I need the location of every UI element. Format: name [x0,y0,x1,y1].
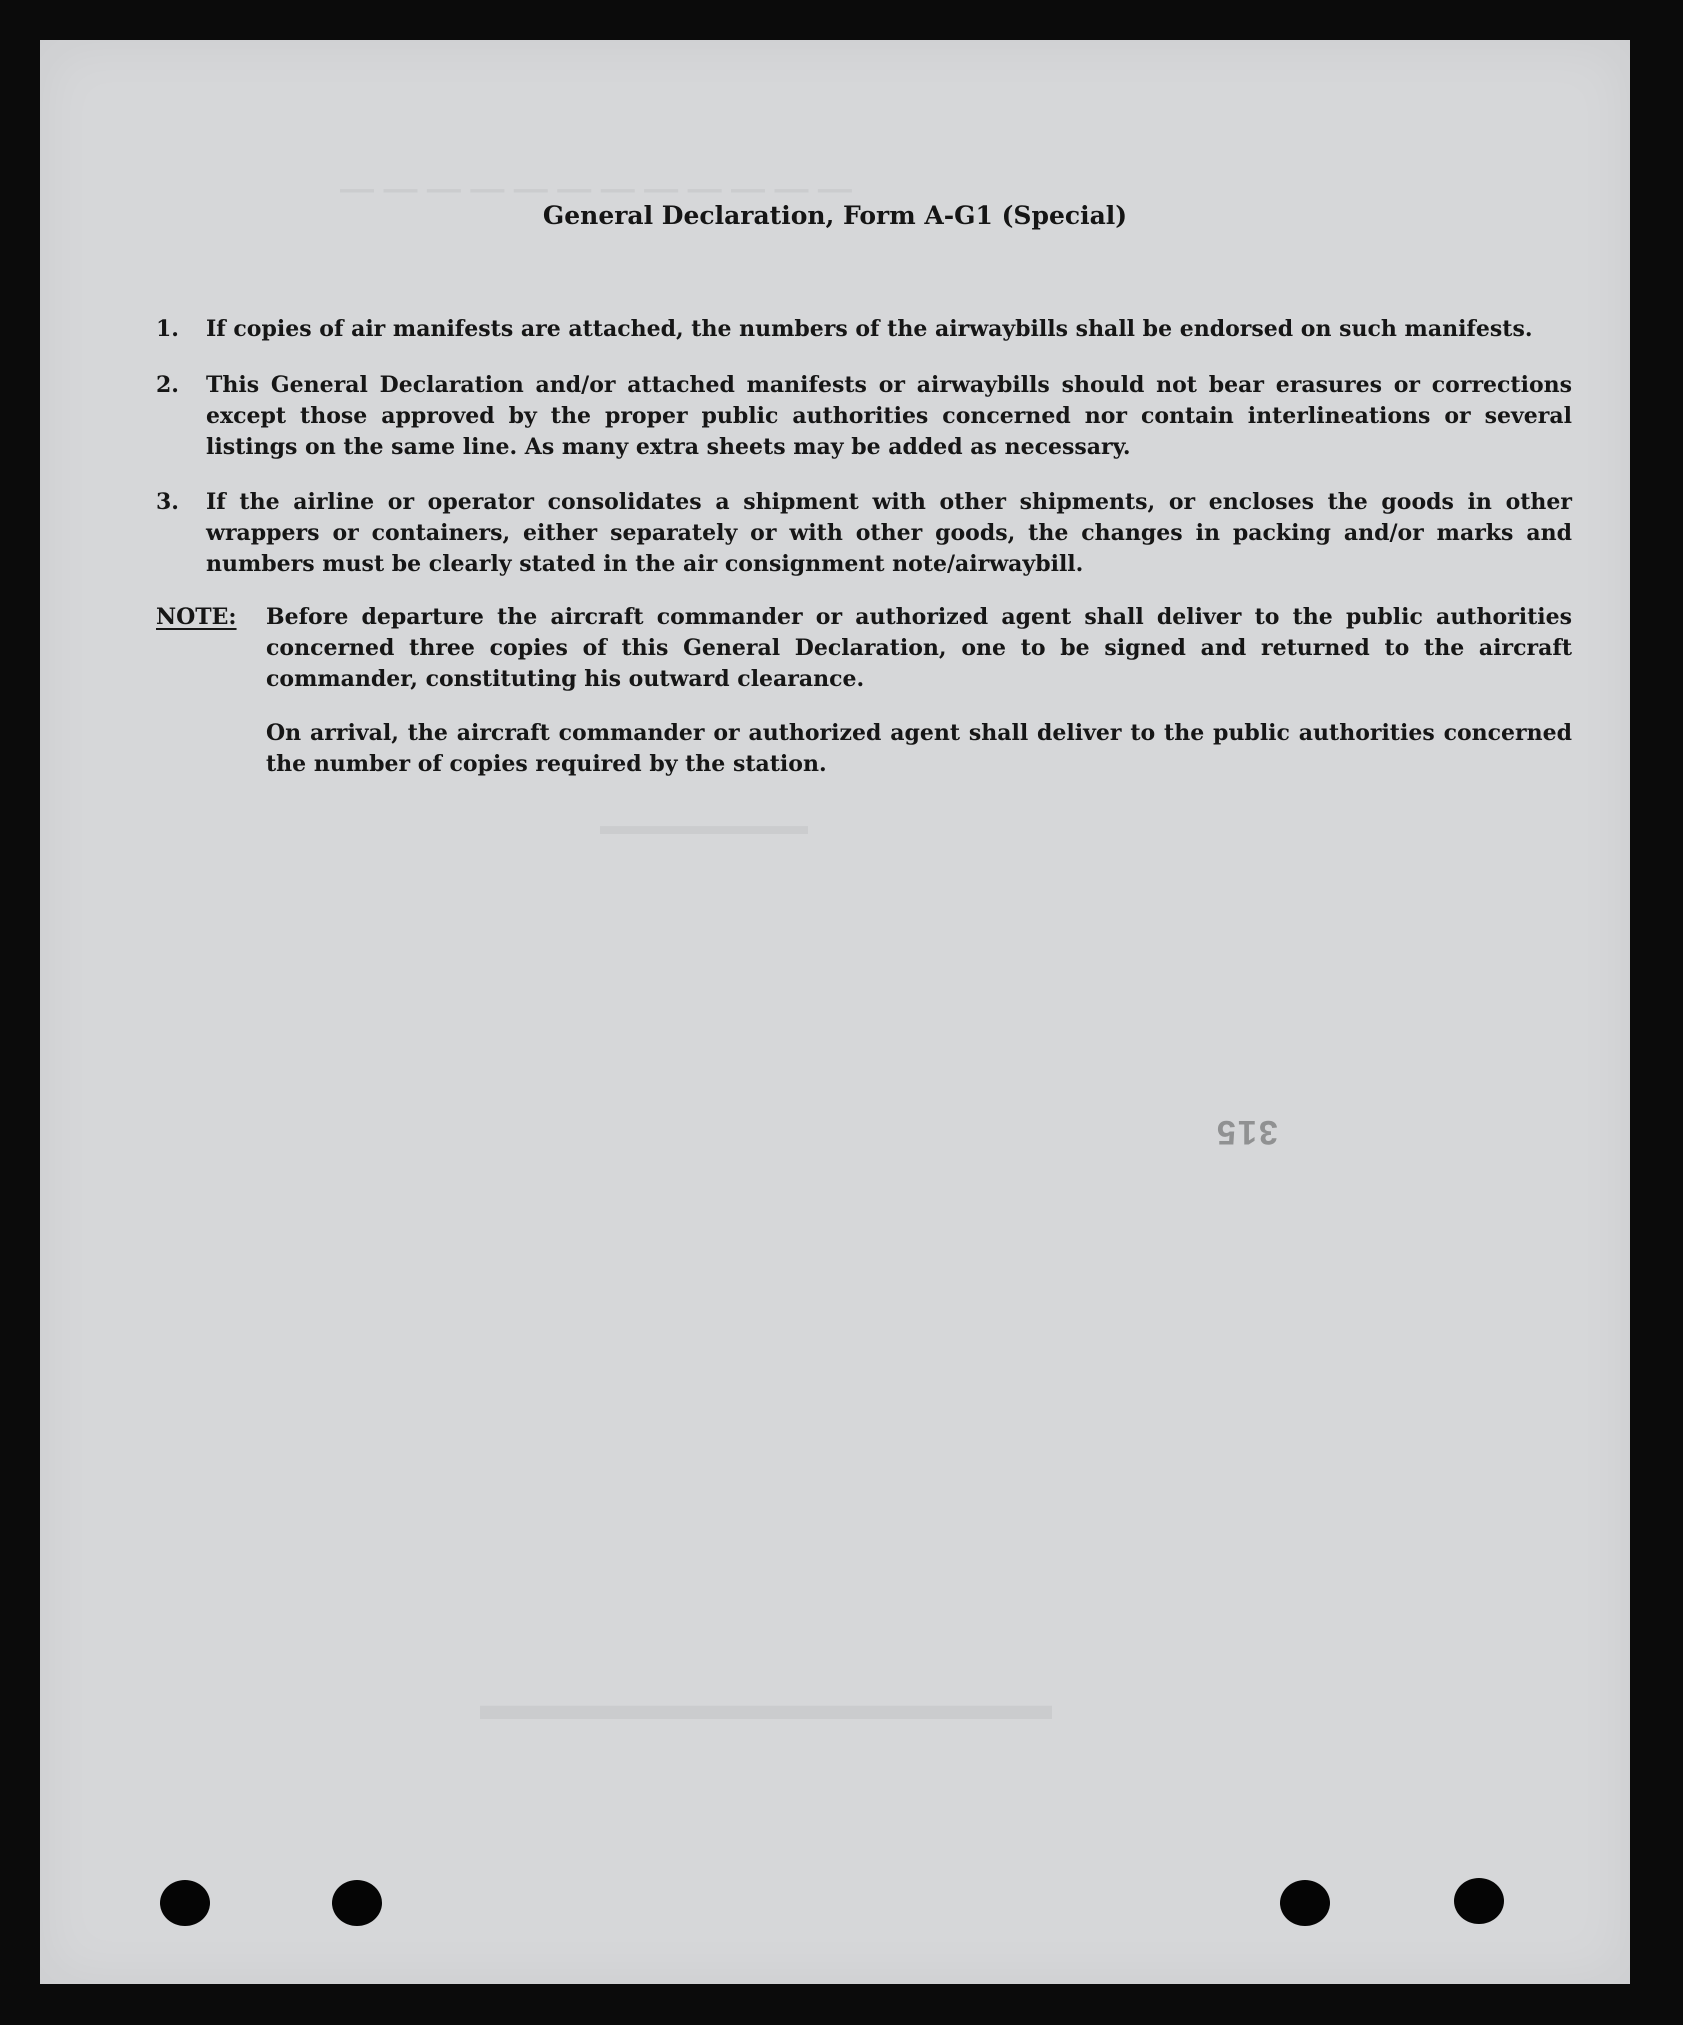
list-item-3 [156,487,1572,580]
stamp-number: 315 [1215,1113,1278,1151]
punch-hole [1280,1880,1330,1926]
note-paragraph-1: Before departure the aircraft commander or authorized agent shall deliver to the public authorities concerned three copies of this General Declaration, one to be signed and returned to the aircraft commander, constituting his outward clearance. [266,604,1572,692]
list-item-text: This General Declaration and/or attached manifests or airwaybills should not bear erasures or corrections except those approved by the proper public authorities concerned nor contain interlineations or several listings on the same line. As many extra sheets may be added as necessary. [206,372,1572,460]
document-page [40,40,1630,1984]
list-item-text: If the airline or operator consolidates a shipment with other shipments, or encloses the goods in other wrappers or containers, either separately or with other goods, the changes in packing and/or marks and numbers must be clearly stated in the air consignment note/airwaybill. [206,489,1572,577]
list-item-number: 1. [156,316,179,342]
list-item-number: 2. [156,372,179,398]
list-item-text: If copies of air manifests are attached, the numbers of the airwaybills shall be endorsed on such manifests. [206,316,1533,342]
bleed-through-decoration: ▬▬▬▬▬▬▬▬ [600,810,808,840]
bleed-through-decoration: ▬▬▬▬▬▬▬▬▬▬▬▬▬ [480,1680,1052,1729]
list-item-2 [156,370,1572,463]
punch-hole [160,1880,210,1926]
note-label: NOTE: [156,604,237,630]
page-title: General Declaration, Form A-G1 (Special) [542,201,1128,230]
list-item-number: 3. [156,489,179,515]
list-item-1 [156,314,1572,345]
punch-hole [332,1880,382,1926]
bleed-through-decoration: — — — — — — — — — — — — [340,170,852,208]
note-paragraph-2: On arrival, the aircraft commander or authorized agent shall deliver to the public authorities concerned the number of copies required by the station. [266,720,1572,777]
punch-hole [1454,1878,1504,1924]
